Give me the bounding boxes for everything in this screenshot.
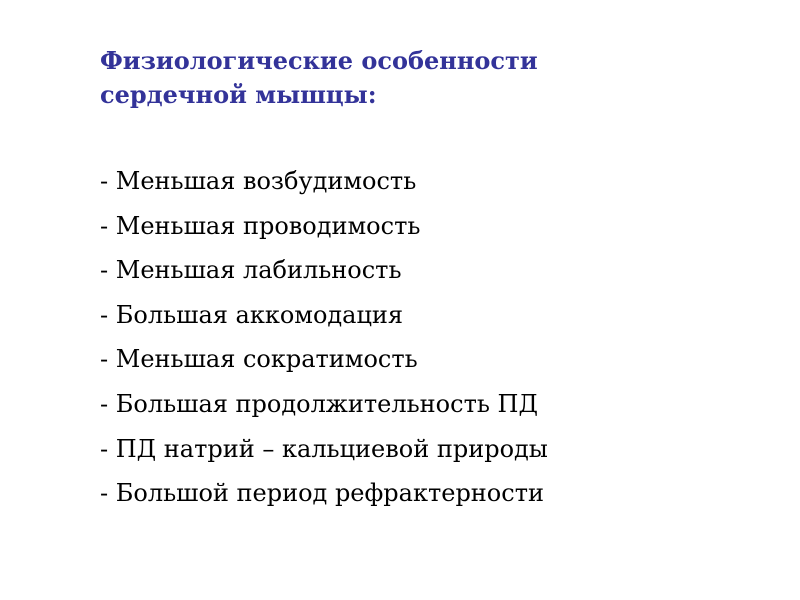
list-item: - ПД натрий – кальциевой природы <box>100 434 548 463</box>
slide-title <box>100 44 720 112</box>
slide-title-line-2: сердечной мышцы: <box>100 80 377 109</box>
list-item: - Меньшая возбудимость <box>100 167 417 195</box>
list-item: - Большой период рефрактерности <box>100 479 544 508</box>
list-item: - Меньшая проводимость <box>100 211 421 240</box>
list-item: - Большая аккомодация <box>100 300 404 329</box>
list-item: - Меньшая лабильность <box>100 256 402 285</box>
list-item: - Меньшая сократимость <box>100 345 418 374</box>
slide-title-line-1: Физиологические особенности <box>100 46 538 75</box>
feature-list <box>100 159 740 516</box>
list-item: - Большая продолжительность ПД <box>100 389 538 418</box>
